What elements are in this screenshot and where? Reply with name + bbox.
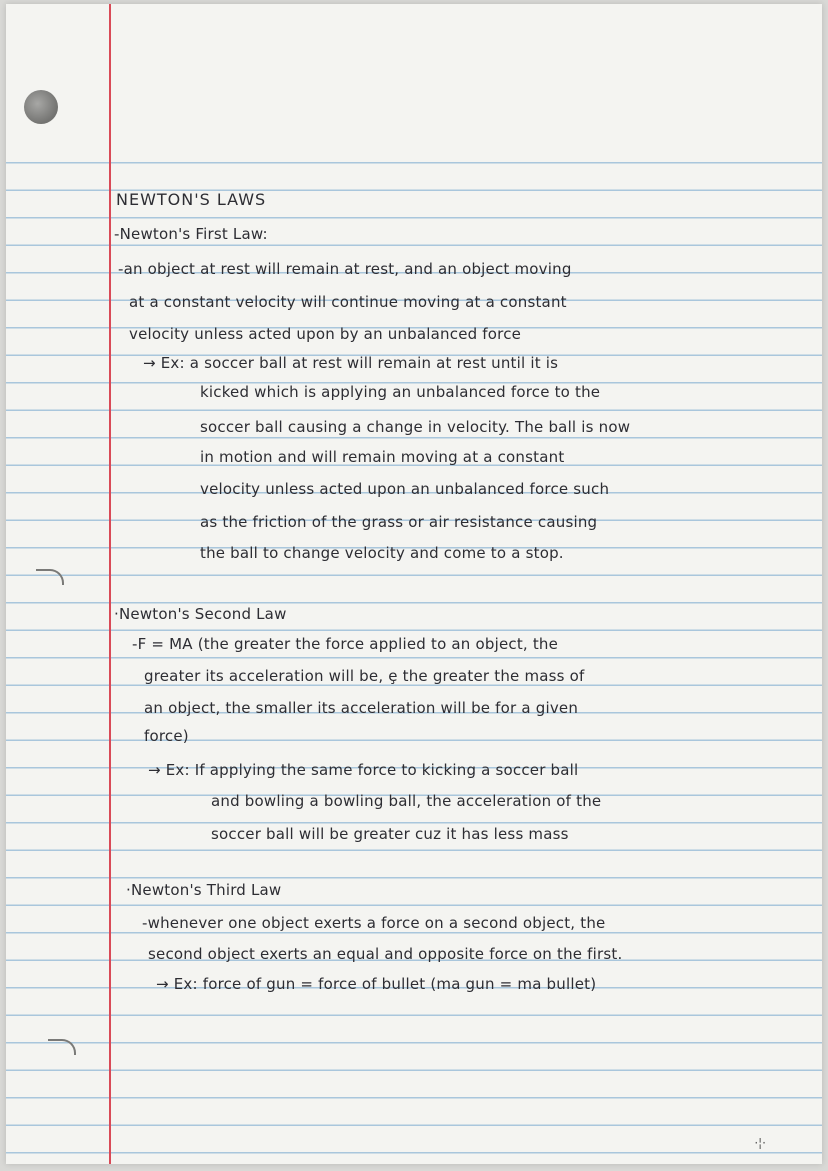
handwritten-notes xyxy=(6,4,822,1164)
first-law-line: at a constant velocity will continue moving at a constant xyxy=(129,293,567,311)
second-law-line: -F = MA (the greater the force applied to an object, the xyxy=(132,635,559,653)
first-law-example-line: the ball to change velocity and come to a stop. xyxy=(200,544,564,562)
first-law-line: -an object at rest will remain at rest, and an object moving xyxy=(118,260,572,278)
notebook-page xyxy=(6,4,822,1164)
third-law-line: -whenever one object exerts a force on a second object, the xyxy=(142,914,606,932)
first-law-example-line: soccer ball causing a change in velocity. The ball is now xyxy=(200,418,631,436)
second-law-line: force) xyxy=(144,727,189,745)
second-law-line: greater its acceleration will be, ȩ the greater the mass of xyxy=(144,667,585,685)
first-law-example-line: as the friction of the grass or air resistance causing xyxy=(200,513,598,531)
second-law-example-line: soccer ball will be greater cuz it has less mass xyxy=(211,825,569,843)
first-law-example-line: kicked which is applying an unbalanced force to the xyxy=(200,383,601,401)
page-title: NEWTON'S LAWS xyxy=(116,190,267,209)
second-law-heading: ·Newton's Second Law xyxy=(114,605,287,623)
second-law-line: an object, the smaller its acceleration will be for a given xyxy=(144,699,579,717)
first-law-example-line: in motion and will remain moving at a constant xyxy=(200,448,565,466)
corner-mark: ·¦· xyxy=(754,1136,766,1150)
third-law-example-line: → Ex: force of gun = force of bullet (ma gun = ma bullet) xyxy=(156,975,597,993)
first-law-example-line: → Ex: a soccer ball at rest will remain at rest until it is xyxy=(143,354,559,372)
first-law-line: velocity unless acted upon by an unbalanced force xyxy=(129,325,522,343)
first-law-example-line: velocity unless acted upon an unbalanced force such xyxy=(200,480,610,498)
third-law-heading: ·Newton's Third Law xyxy=(126,881,282,899)
third-law-line: second object exerts an equal and opposite force on the first. xyxy=(148,945,623,963)
first-law-heading: -Newton's First Law: xyxy=(114,225,268,243)
second-law-example-line: → Ex: If applying the same force to kicking a soccer ball xyxy=(148,761,579,779)
second-law-example-line: and bowling a bowling ball, the acceleration of the xyxy=(211,792,602,810)
